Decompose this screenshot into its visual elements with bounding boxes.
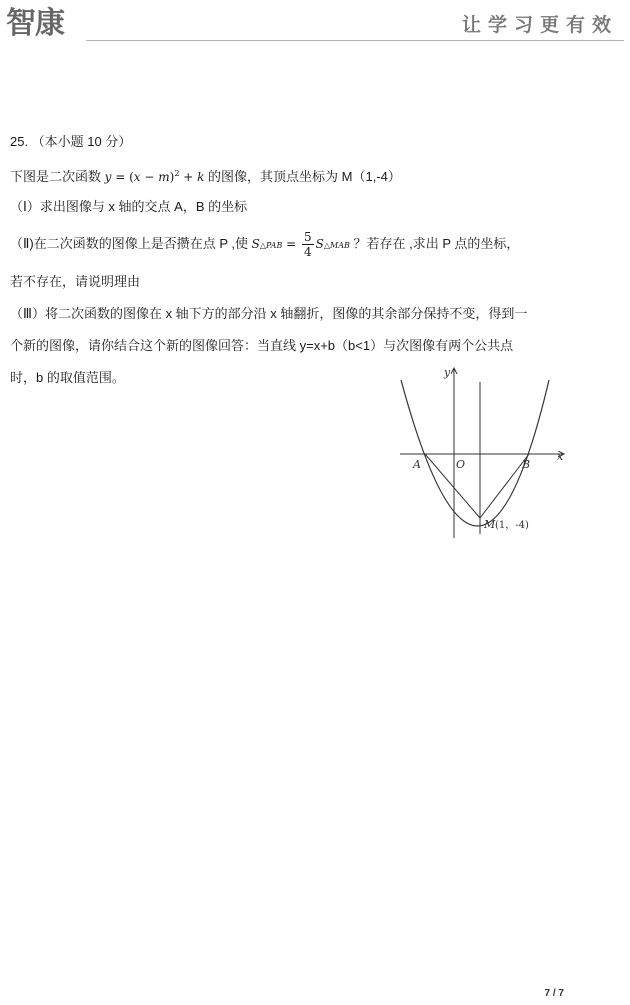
area-mab [316, 237, 350, 251]
formula-minus: − [140, 170, 159, 184]
formula-exponent: 2 [174, 169, 180, 178]
point-b-label: B [522, 458, 531, 471]
intro-vertex-text: 的图像，其顶点坐标为 M（1,-4） [208, 169, 401, 184]
question-part-2 [10, 226, 519, 264]
question-part-3-line-2: 个新的图像，请你结合这个新的图像回答：当直线 y=x+b（b<1）与次图像有两个公共点 [10, 338, 514, 353]
origin-label: O [456, 458, 466, 471]
part2-tail: ？若存在 ,求出 P 点的坐标， [353, 236, 520, 251]
formula-close: ) [169, 170, 175, 184]
formula [105, 170, 205, 184]
area-pab [252, 237, 283, 251]
formula-plus: + [179, 170, 198, 184]
y-axis-label: y [444, 366, 451, 379]
intro-text: 下图是二次函数 [10, 169, 102, 184]
point-a-label: A [413, 458, 421, 471]
question-number: 25. （本小题 10 分） [10, 134, 132, 149]
question-part-3-line-3: 时，b 的取值范围。 [10, 370, 125, 385]
formula-eq: = ( [111, 170, 134, 184]
area-pab-sub: △PAB [259, 241, 283, 250]
parabola-graph [398, 362, 570, 540]
formula-m: m [158, 170, 170, 184]
question-part-2-line-2: 若不存在，请说明理由 [10, 274, 141, 289]
header-slogan: 让学习更有效 [461, 14, 618, 36]
fraction-five-fourths [302, 230, 314, 259]
formula-x: x [133, 170, 141, 184]
equals-sign: = [282, 237, 301, 251]
parabola-curve [401, 380, 549, 526]
vertex-m-coordinates: (1，-4) [495, 520, 529, 531]
question-part-3-line-1: （Ⅲ）将二次函数的图像在 x 轴下方的部分沿 x 轴翻折，图像的其余部分保持不变，得到一 [10, 306, 528, 321]
vertex-m-label: M [484, 518, 496, 531]
page-number: 7 / 7 [544, 988, 564, 999]
area-pab-s: S [251, 237, 260, 251]
line-am [425, 454, 480, 518]
formula-y: y [104, 170, 112, 184]
area-mab-sub: △MAB [323, 241, 350, 250]
area-mab-s: S [315, 237, 324, 251]
header-divider [86, 40, 624, 41]
x-axis-label: x [557, 450, 564, 463]
brand-logo: 智康 [6, 6, 64, 41]
part2-text: （Ⅱ)在二次函数的图像上是否攒在点 P ,使 [10, 236, 248, 251]
formula-k: k [197, 170, 205, 184]
fraction-denominator: 4 [304, 245, 312, 260]
question-part-1: （Ⅰ）求出图像与 x 轴的交点 A，B 的坐标 [10, 199, 248, 214]
fraction-numerator: 5 [304, 230, 312, 245]
question-intro [10, 165, 401, 186]
